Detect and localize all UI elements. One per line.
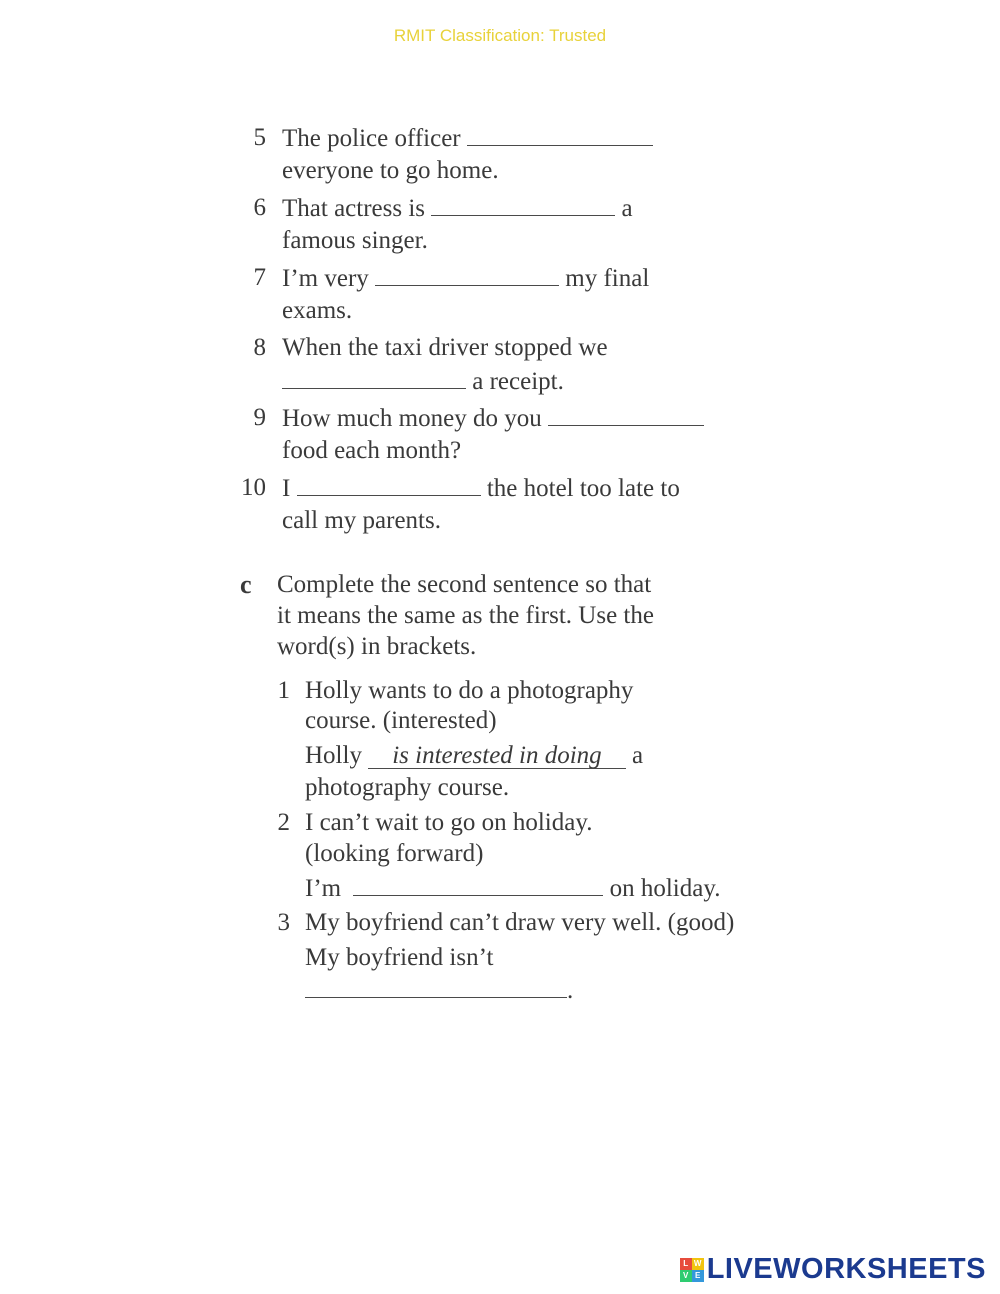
item-line (282, 403, 704, 434)
liveworksheets-logo (680, 1253, 986, 1286)
item-text: photography course. (305, 774, 510, 801)
item-line (282, 193, 633, 224)
item-line (282, 473, 680, 504)
item-number: 10 (241, 474, 266, 501)
item-text: I’m (305, 875, 342, 902)
answer-blank[interactable] (282, 366, 466, 389)
logo-mark-cell: E (692, 1270, 704, 1282)
item-number: 3 (277, 909, 290, 936)
instruction-text: Complete the second sentence so that (277, 571, 652, 598)
item-number: 8 (253, 334, 266, 361)
item-line (305, 741, 643, 771)
classification-label: RMIT Classification: Trusted (393, 26, 607, 45)
item-text: exams. (282, 297, 353, 324)
instruction-text: it means the same as the first. Use the (277, 602, 654, 629)
item-text: Holly (305, 742, 362, 769)
item-text: a (631, 742, 644, 769)
item-line (282, 366, 564, 397)
answer-blank[interactable] (375, 263, 559, 286)
item-line (282, 123, 653, 154)
item-text: a (621, 195, 633, 222)
item-number: 1 (277, 677, 290, 704)
item-text: call my parents. (282, 507, 441, 534)
item-text: the hotel too late to (486, 475, 680, 502)
item-number: 5 (253, 124, 266, 151)
example-answer: is interested in doing (368, 744, 625, 769)
item-text: my final (565, 265, 650, 292)
item-number: 7 (253, 264, 266, 291)
item-line (305, 873, 720, 904)
item-text: everyone to go home. (282, 157, 499, 184)
item-text: My boyfriend isn’t (305, 944, 494, 971)
answer-blank[interactable] (305, 975, 567, 998)
logo-mark-icon (680, 1258, 704, 1282)
item-text: I (282, 475, 291, 502)
item-text: How much money do you (282, 405, 542, 432)
exercise-letter: c (240, 570, 252, 599)
item-text: Holly wants to do a photography (305, 677, 634, 704)
item-line (282, 263, 649, 294)
item-text: on holiday. (609, 875, 721, 902)
item-line (305, 975, 573, 1006)
logo-mark-cell: L (680, 1258, 692, 1270)
answer-blank[interactable] (431, 193, 615, 216)
item-text: That actress is (282, 195, 426, 222)
item-text: I’m very (282, 265, 369, 292)
logo-mark-cell: V (680, 1270, 692, 1282)
item-number: 2 (277, 809, 290, 836)
item-text: famous singer. (282, 227, 428, 254)
item-text: The police officer (282, 125, 461, 152)
item-text: . (567, 977, 574, 1004)
item-text: My boyfriend can’t draw very well. (good) (305, 909, 735, 936)
item-text: (looking forward) (305, 840, 484, 867)
logo-mark-cell: W (692, 1258, 704, 1270)
answer-blank[interactable] (548, 403, 704, 426)
item-number: 9 (253, 404, 266, 431)
item-text: course. (interested) (305, 707, 497, 734)
answer-blank[interactable] (353, 873, 603, 896)
item-number: 6 (253, 194, 266, 221)
item-text: a receipt. (472, 368, 564, 395)
item-text: I can’t wait to go on holiday. (305, 809, 593, 836)
instruction-text: word(s) in brackets. (277, 633, 477, 660)
item-text: When the taxi driver stopped we (282, 334, 608, 361)
item-text: food each month? (282, 437, 462, 464)
logo-text: LIVEWORKSHEETS (706, 1253, 986, 1285)
answer-blank[interactable] (297, 473, 481, 496)
answer-blank[interactable] (467, 123, 653, 146)
